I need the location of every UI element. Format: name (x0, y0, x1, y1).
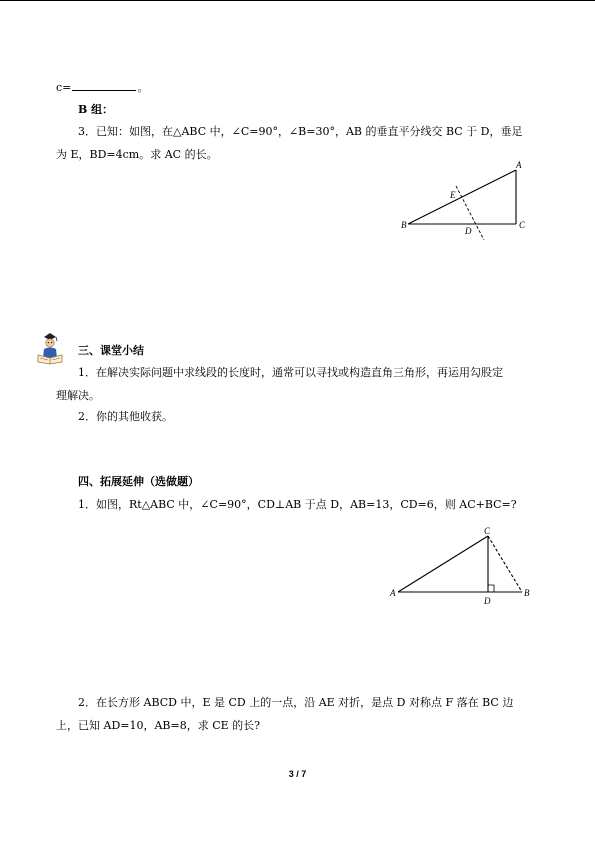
label-A: A (390, 588, 396, 598)
segment-AC (398, 536, 488, 592)
label-A: A (516, 160, 522, 170)
question-3-line-1: 3．已知：如图，在△ABC 中，∠C=90°，∠B=30°，AB 的垂直平分线交 BC 于 D，垂足 (78, 125, 523, 138)
label-E: E (450, 190, 456, 200)
summary-item-2: 2．你的其他收获。 (78, 410, 173, 423)
segment-CB (488, 536, 522, 592)
extension-question-2-line-2: 上，已知 AD=10，AB=8，求 CE 的长? (56, 719, 261, 732)
fill-blank-suffix: 。 (137, 81, 149, 94)
fill-blank-prefix: c= (56, 81, 72, 94)
triangle-figure-2 (388, 526, 538, 606)
fill-blank-line (56, 80, 148, 95)
label-C: C (519, 220, 526, 230)
label-D: D (484, 596, 491, 606)
label-B: B (524, 588, 530, 598)
extension-question-1: 1．如图，Rt△ABC 中，∠C=90°，CD⊥AB 于点 D，AB=13，CD=6，则 AC+BC=? (78, 498, 517, 511)
label-C: C (484, 526, 491, 536)
label-D: D (465, 226, 472, 236)
extension-question-2-line-1: 2．在长方形 ABCD 中，E 是 CD 上的一点，沿 AE 对折，是点 D 对称点 F 落在 BC 边 (78, 696, 514, 709)
triangle-figure-1 (398, 160, 538, 240)
group-b-heading: B 组： (78, 103, 114, 116)
label-B: B (401, 220, 407, 230)
question-3-line-2: 为 E，BD=4cm。求 AC 的长。 (56, 148, 218, 161)
right-angle-mark (488, 585, 494, 592)
reading-student-icon (36, 331, 64, 365)
summary-item-1-line-2: 理解决。 (56, 389, 100, 402)
summary-item-1-line-1: 1．在解决实际问题中求线段的长度时，通常可以寻找或构造直角三角形，再运用勾股定 (78, 366, 503, 379)
answer-blank (72, 80, 136, 91)
page-number: 3 / 7 (288, 769, 307, 779)
page-top-border (0, 0, 595, 1)
extension-heading: 四、拓展延伸（选做题） (78, 475, 199, 488)
summary-heading: 三、课堂小结 (78, 344, 144, 357)
